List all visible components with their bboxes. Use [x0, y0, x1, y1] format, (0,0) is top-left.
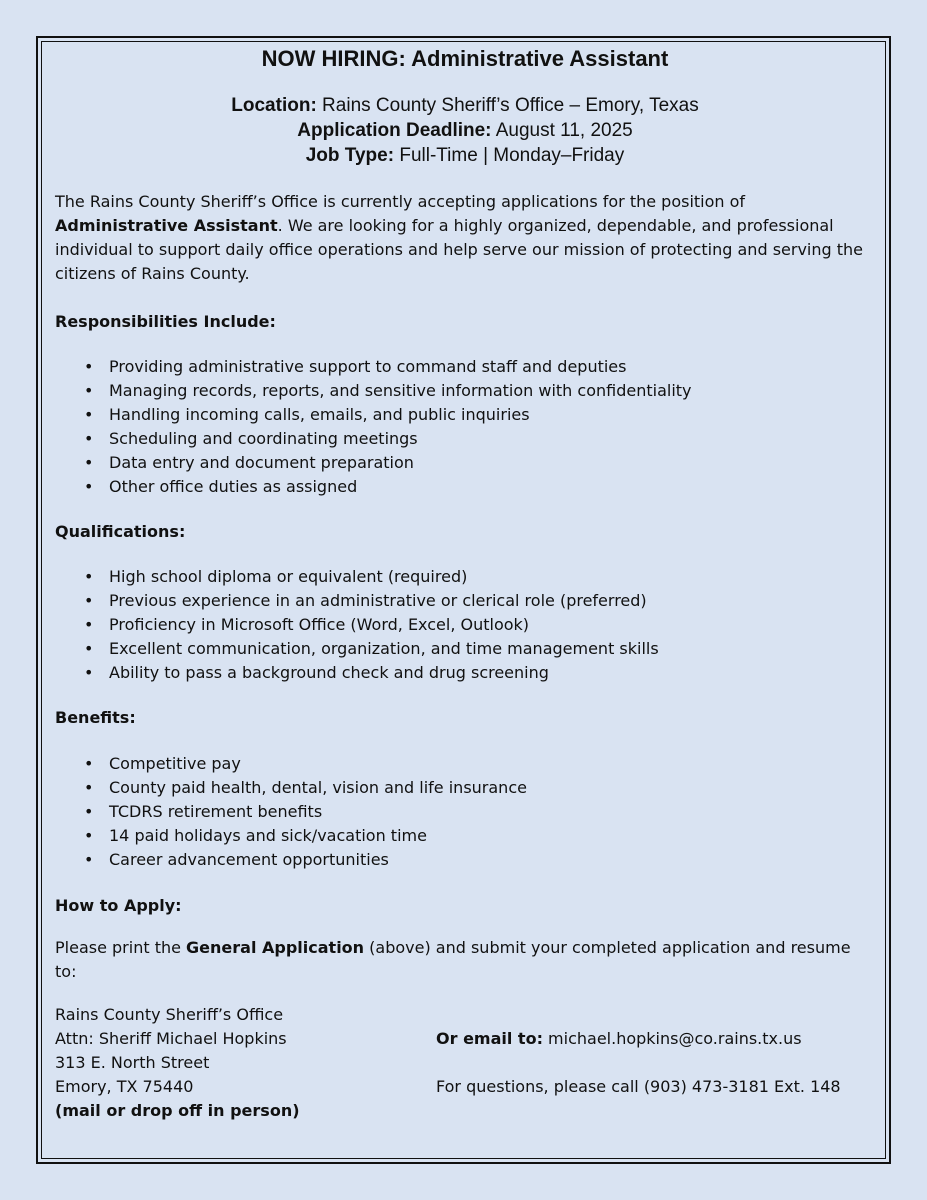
list-item — [55, 776, 875, 800]
list-item — [55, 848, 875, 872]
list-item — [55, 403, 875, 427]
list-item — [55, 379, 875, 403]
list-item-text: Handling incoming calls, emails, and public inquiries — [109, 405, 530, 424]
deadline-value: August 11, 2025 — [491, 120, 633, 141]
email-address: michael.hopkins@co.rains.tx.us — [542, 1029, 802, 1048]
list-item-text: Scheduling and coordinating meetings — [109, 429, 418, 448]
address-line: Emory, TX 75440 — [55, 1077, 194, 1096]
apply-form-name: General Application — [186, 938, 365, 957]
list-item — [55, 355, 875, 379]
address-line: 313 E. North Street — [55, 1053, 210, 1072]
page-title: NOW HIRING: Administrative Assistant — [261, 46, 669, 71]
list-item — [55, 427, 875, 451]
list-item — [55, 589, 875, 613]
list-item — [55, 800, 875, 824]
address-note-text: (mail or drop off in person) — [55, 1101, 300, 1120]
location-line — [55, 93, 875, 118]
list-item — [55, 824, 875, 848]
intro-paragraph — [55, 190, 873, 286]
intro-position: Administrative Assistant — [55, 216, 278, 235]
list-item-text: Competitive pay — [109, 754, 241, 773]
qualifications-list — [55, 565, 875, 685]
apply-text-1: Please print the — [55, 938, 187, 957]
bullet-icon: • — [84, 778, 94, 797]
list-item — [55, 613, 875, 637]
list-item — [55, 661, 875, 685]
list-item-text: Excellent communication, organization, and time management skills — [109, 639, 659, 658]
list-item-text: Data entry and document preparation — [109, 453, 414, 472]
responsibilities-list — [55, 355, 875, 499]
bullet-icon: • — [84, 850, 94, 869]
list-item-text: Previous experience in an administrative or clerical role (preferred) — [109, 591, 647, 610]
contact-info — [436, 1027, 876, 1099]
jobtype-line — [55, 143, 875, 168]
list-item — [55, 637, 875, 661]
list-item-text: County paid health, dental, vision and life insurance — [109, 778, 527, 797]
jobtype-label: Job Type: — [305, 145, 395, 166]
location-label: Location: — [231, 95, 317, 116]
benefits-list — [55, 752, 875, 872]
list-item — [55, 475, 875, 499]
jobtype-value: Full-Time | Monday–Friday — [394, 145, 625, 166]
list-item-text: Proficiency in Microsoft Office (Word, Excel, Outlook) — [109, 615, 530, 634]
bullet-icon: • — [84, 453, 94, 472]
phone-line: For questions, please call (903) 473-3181 Ext. 148 — [436, 1077, 841, 1096]
responsibilities-heading: Responsibilities Include: — [55, 312, 276, 331]
benefits-heading: Benefits: — [55, 708, 136, 727]
intro-text-1: The Rains County Sheriff’s Office is currently accepting applications for the position of — [55, 192, 746, 211]
deadline-label: Application Deadline: — [297, 120, 492, 141]
bullet-icon: • — [84, 357, 94, 376]
list-item — [55, 565, 875, 589]
deadline-line — [55, 118, 875, 143]
location-value: Rains County Sheriff’s Office – Emory, Texas — [316, 95, 699, 116]
email-label: Or email to: — [436, 1029, 543, 1048]
apply-text-2: (above) and submit your completed application and resume to: — [55, 938, 851, 981]
list-item-text: Managing records, reports, and sensitive information with confidentiality — [109, 381, 692, 400]
job-meta — [55, 93, 875, 168]
bullet-icon: • — [84, 591, 94, 610]
bullet-icon: • — [84, 429, 94, 448]
list-item-text: Providing administrative support to command staff and deputies — [109, 357, 627, 376]
bullet-icon: • — [84, 405, 94, 424]
address-note — [55, 1099, 435, 1123]
list-item-text: High school diploma or equivalent (required) — [109, 567, 468, 586]
bullet-icon: • — [84, 615, 94, 634]
bullet-icon: • — [84, 567, 94, 586]
qualifications-heading: Qualifications: — [55, 522, 186, 541]
bullet-icon: • — [84, 754, 94, 773]
mailing-address — [55, 1003, 435, 1123]
email-line — [436, 1027, 876, 1051]
apply-instructions — [55, 936, 855, 984]
list-item — [55, 752, 875, 776]
bullet-icon: • — [84, 826, 94, 845]
address-line: Rains County Sheriff’s Office — [55, 1005, 284, 1024]
list-item-text: 14 paid holidays and sick/vacation time — [109, 826, 427, 845]
how-to-apply-heading: How to Apply: — [55, 896, 182, 915]
list-item — [55, 451, 875, 475]
list-item-text: Ability to pass a background check and drug screening — [109, 663, 549, 682]
list-item-text: Other office duties as assigned — [109, 477, 358, 496]
bullet-icon: • — [84, 802, 94, 821]
bullet-icon: • — [84, 639, 94, 658]
address-line: Attn: Sheriff Michael Hopkins — [55, 1029, 287, 1048]
intro-text-2: . We are looking for a highly organized, dependable, and professional individual to support daily office operations and help serve our mission of protecting and serving the citizens of Rains County. — [55, 216, 863, 283]
bullet-icon: • — [84, 381, 94, 400]
list-item-text: Career advancement opportunities — [109, 850, 389, 869]
bullet-icon: • — [84, 477, 94, 496]
list-item-text: TCDRS retirement benefits — [109, 802, 323, 821]
bullet-icon: • — [84, 663, 94, 682]
